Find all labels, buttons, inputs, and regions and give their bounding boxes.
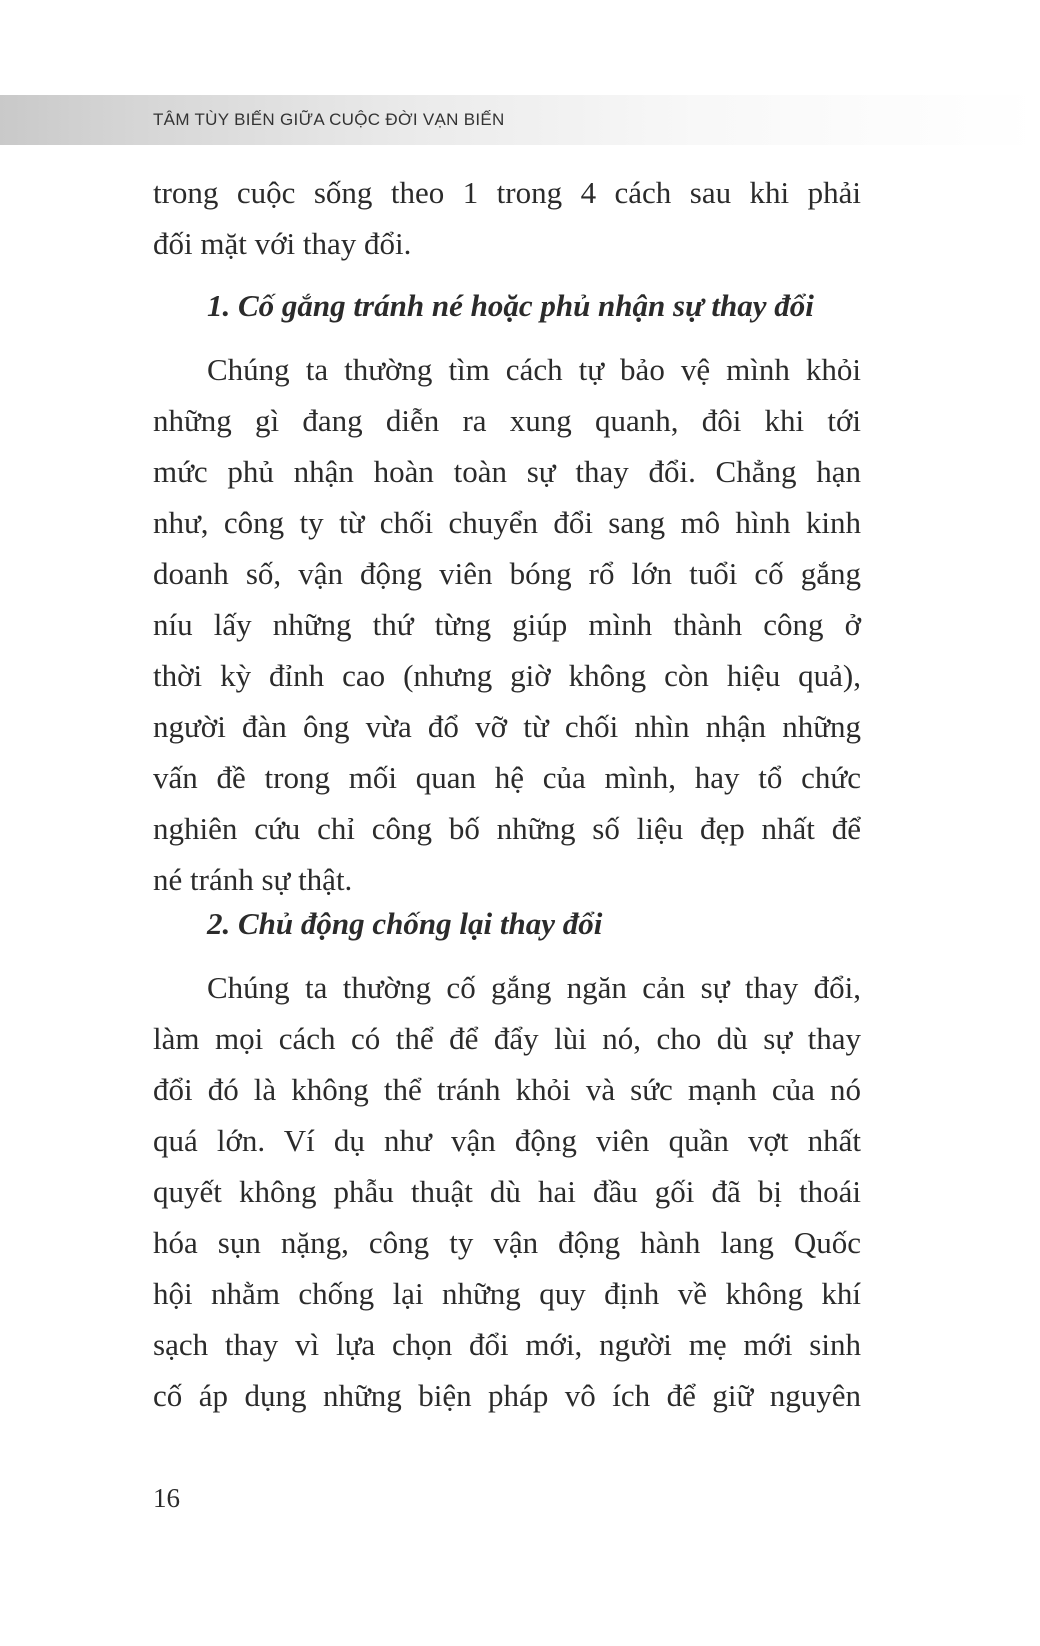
text-line: hóa sụn nặng, công ty vận động hành lang Quốc	[153, 1225, 861, 1260]
text-line: vấn đề trong mối quan hệ của mình, hay tổ chức	[153, 760, 861, 795]
text-line: sạch thay vì lựa chọn đổi mới, người mẹ mới sinh	[153, 1327, 861, 1362]
text-line: trong cuộc sống theo 1 trong 4 cách sau khi phải	[153, 175, 861, 210]
text-line: như, công ty từ chối chuyển đổi sang mô hình kinh	[153, 505, 861, 540]
section-heading-1: 1. Cố gắng tránh né hoặc phủ nhận sự thay đổi	[207, 288, 814, 323]
intro-paragraph	[153, 167, 861, 269]
text-line: người đàn ông vừa đổ vỡ từ chối nhìn nhận những	[153, 709, 861, 744]
section-1-paragraph	[153, 344, 861, 905]
text-line: hội nhằm chống lại những quy định về không khí	[153, 1276, 861, 1311]
text-line: đối mặt với thay đổi.	[153, 226, 412, 261]
text-line: Chúng ta thường cố gắng ngăn cản sự thay đổi,	[207, 970, 861, 1005]
text-line: cố áp dụng những biện pháp vô ích để giữ nguyên	[153, 1378, 861, 1413]
running-head: TÂM TÙY BIẾN GIỮA CUỘC ĐỜI VẠN BIẾN	[153, 110, 505, 129]
text-line: quyết không phẫu thuật dù hai đầu gối đã bị thoái	[153, 1174, 861, 1209]
page-number: 16	[153, 1483, 180, 1513]
section-2-paragraph	[153, 962, 861, 1421]
text-line: nghiên cứu chỉ công bố những số liệu đẹp nhất để	[153, 811, 861, 846]
text-line: Chúng ta thường tìm cách tự bảo vệ mình khỏi	[207, 352, 861, 387]
text-line: quá lớn. Ví dụ như vận động viên quần vợt nhất	[153, 1123, 861, 1158]
text-line: làm mọi cách có thể để đẩy lùi nó, cho dù sự thay	[153, 1021, 861, 1056]
text-line: níu lấy những thứ từng giúp mình thành công ở	[153, 607, 861, 642]
text-line: mức phủ nhận hoàn toàn sự thay đổi. Chẳng hạn	[153, 454, 861, 489]
section-heading-2: 2. Chủ động chống lại thay đổi	[207, 906, 603, 941]
text-line: doanh số, vận động viên bóng rổ lớn tuổi cố gắng	[153, 556, 861, 591]
text-line: những gì đang diễn ra xung quanh, đôi khi tới	[153, 403, 861, 438]
text-line: thời kỳ đỉnh cao (nhưng giờ không còn hiệu quả),	[153, 658, 861, 693]
text-line: né tránh sự thật.	[153, 862, 353, 897]
text-line: đổi đó là không thể tránh khỏi và sức mạnh của nó	[153, 1072, 861, 1107]
